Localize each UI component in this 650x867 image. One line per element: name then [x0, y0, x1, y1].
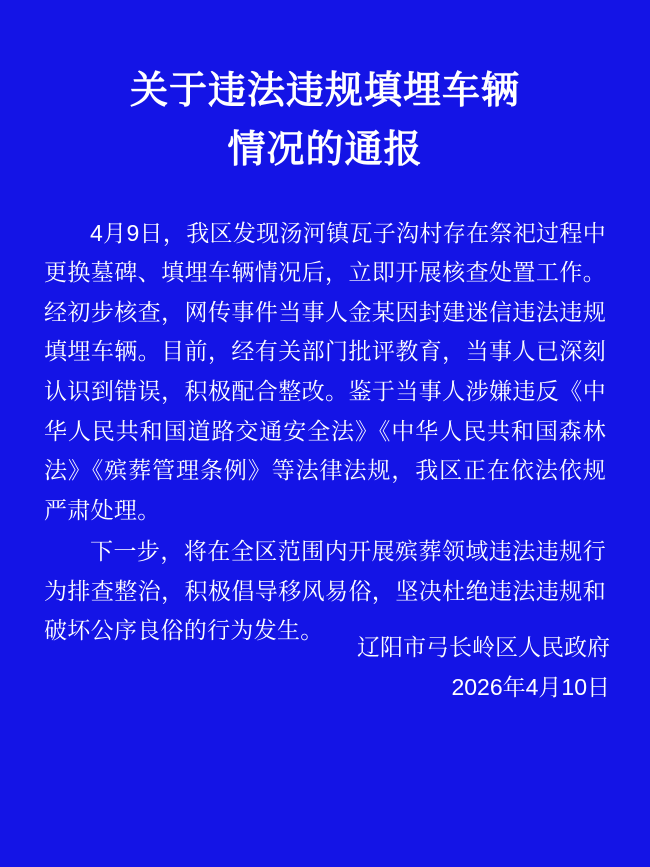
notice-paragraph-2: 下一步，将在全区范围内开展殡葬领域违法违规行为排查整治，积极倡导移风易俗，坚决杜绝违法违规和破坏公序良俗的行为发生。: [44, 538, 606, 644]
signature-date: 2026年4月10日: [451, 673, 610, 700]
notice-signature: [357, 627, 610, 708]
notice-paragraph-1: 4月9日，我区发现汤河镇瓦子沟村存在祭祀过程中更换墓碑、填埋车辆情况后，立即开展核查处置工作。经初步核查，网传事件当事人金某因封建迷信违法违规填埋车辆。目前，经有关部门批评教育，当事人已深刻认识到错误，积极配合整改。鉴于当事人涉嫌违反《中华人民共和国道路交通安全法》《中华人民共和国森林法》《殡葬管理条例》等法律法规，我区正在依法依规严肃处理。: [44, 219, 606, 523]
page-title-line-2: 情况的通报: [227, 128, 423, 171]
signature-issuer: 辽阳市弓长岭区人民政府: [357, 633, 610, 660]
page-title-line-1: 关于违法违规填埋车辆: [129, 70, 520, 112]
page-title: [0, 0, 650, 180]
notice-body: [0, 180, 650, 651]
